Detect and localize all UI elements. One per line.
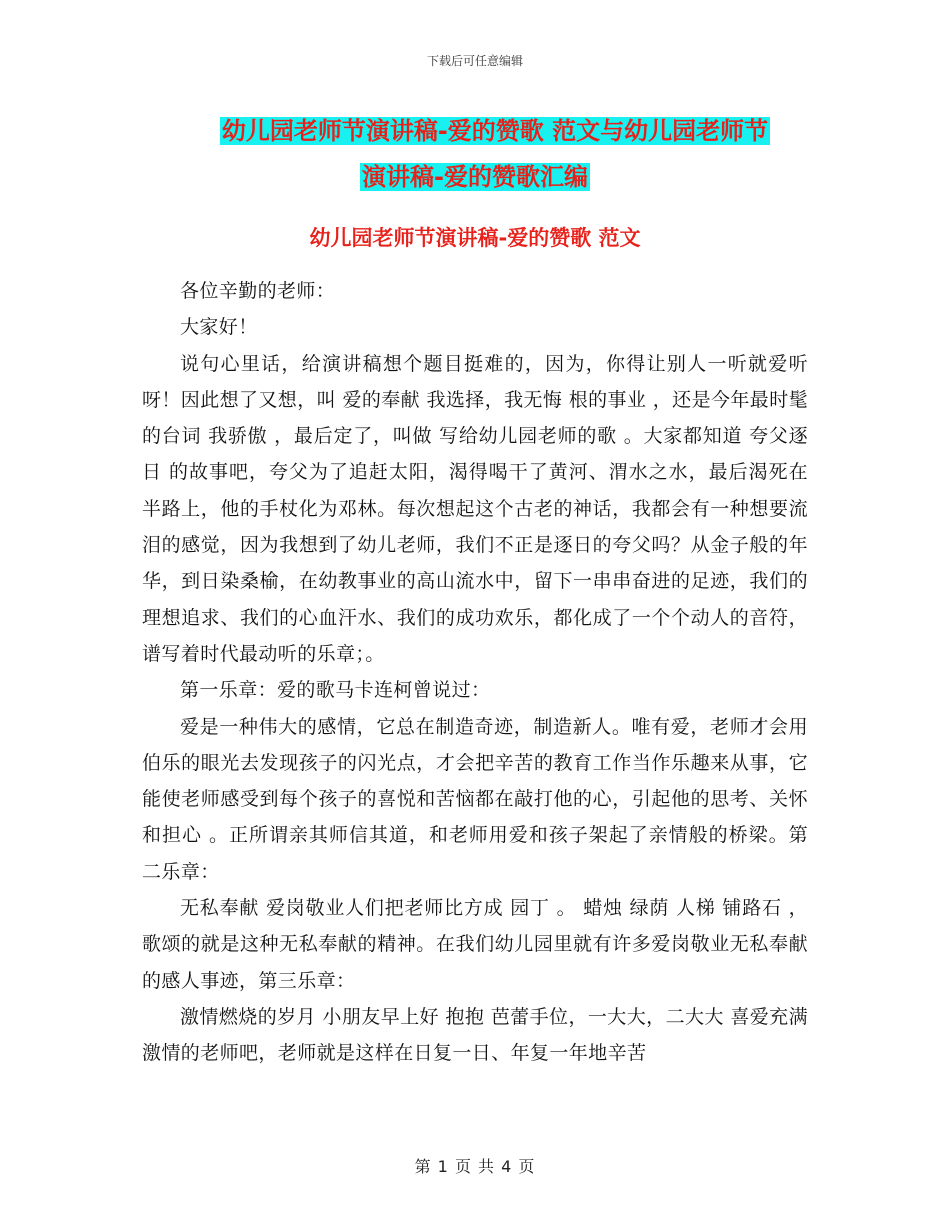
title-highlight-1: 幼儿园老师节演讲稿-爱的赞歌 范文与幼儿园老师节 [221,117,769,145]
paragraph: 第一乐章：爱的歌马卡连柯曾说过： [180,679,491,702]
paragraph: 爱是一种伟大的感情，它总在制造奇迹，制造新人。唯有爱，老师才会用伯乐的眼光去发现孩子的闪光点，才会把辛苦的教育工作当作乐趣来从事，它能使老师感受到每个孩子的喜悦和苦恼都在敲打他的心，引起他的思考、关怀和担心 。正所谓亲其师信其道，和老师用爱和孩子架起了亲情般的桥梁。第二乐章： [142,715,808,883]
title-highlight-2: 演讲稿-爱的赞歌汇编 [362,163,588,191]
paragraph: 激情燃烧的岁月 小朋友早上好 抱抱 芭蕾手位，一大大，二大大 喜爱充满激情的老师吧，老师就是这样在日复一日、年复一年地辛苦 [142,1005,808,1065]
section-title: 幼儿园老师节演讲稿-爱的赞歌 范文 [309,226,641,250]
body-text [142,273,808,1072]
document-title-line-1 [40,108,950,154]
header-note: 下载后可任意编辑 [426,54,523,68]
paragraph: 说句心里话，给演讲稿想个题目挺难的，因为，你得让别人一听就爱听呀！因此想了又想，叫 爱的奉献 我选择，我无悔 根的事业 ，还是今年最时髦的台词 我骄傲 ，最后定了，叫做 写给幼儿园老师的歌 。大家都知道 夸父逐日 的故事吧，夸父为了追赶太阳，渴得喝干了黄河、渭水之水，最后渴死在半路上，他的手杖化为邓林。每次想起这个古老的神话，我都会有一种想要流泪的感觉，因为我想到了幼儿老师，我们不正是逐日的夸父吗？从金子般的年华，到日染桑榆，在幼教事业的高山流水中，留下一串串奋进的足迹，我们的理想追求、我们的心血汗水、我们的成功欢乐，都化成了一个个动人的音符，谱写着时代最动听的乐章；。 [142,352,808,665]
document-title [0,108,950,200]
greeting: 大家好！ [180,316,258,339]
document-title-line-2 [0,154,950,200]
paragraph: 无私奉献 爱岗敬业人们把老师比方成 园丁 。 蜡烛 绿荫 人梯 铺路石 ，歌颂的就是这种无私奉献的精神。在我们幼儿园里就有许多爱岗敬业无私奉献的感人事迹，第三乐章： [142,897,808,992]
salutation: 各位辛勤的老师： [180,280,336,302]
page-footer: 第 1 页 共 4 页 [414,1157,536,1176]
